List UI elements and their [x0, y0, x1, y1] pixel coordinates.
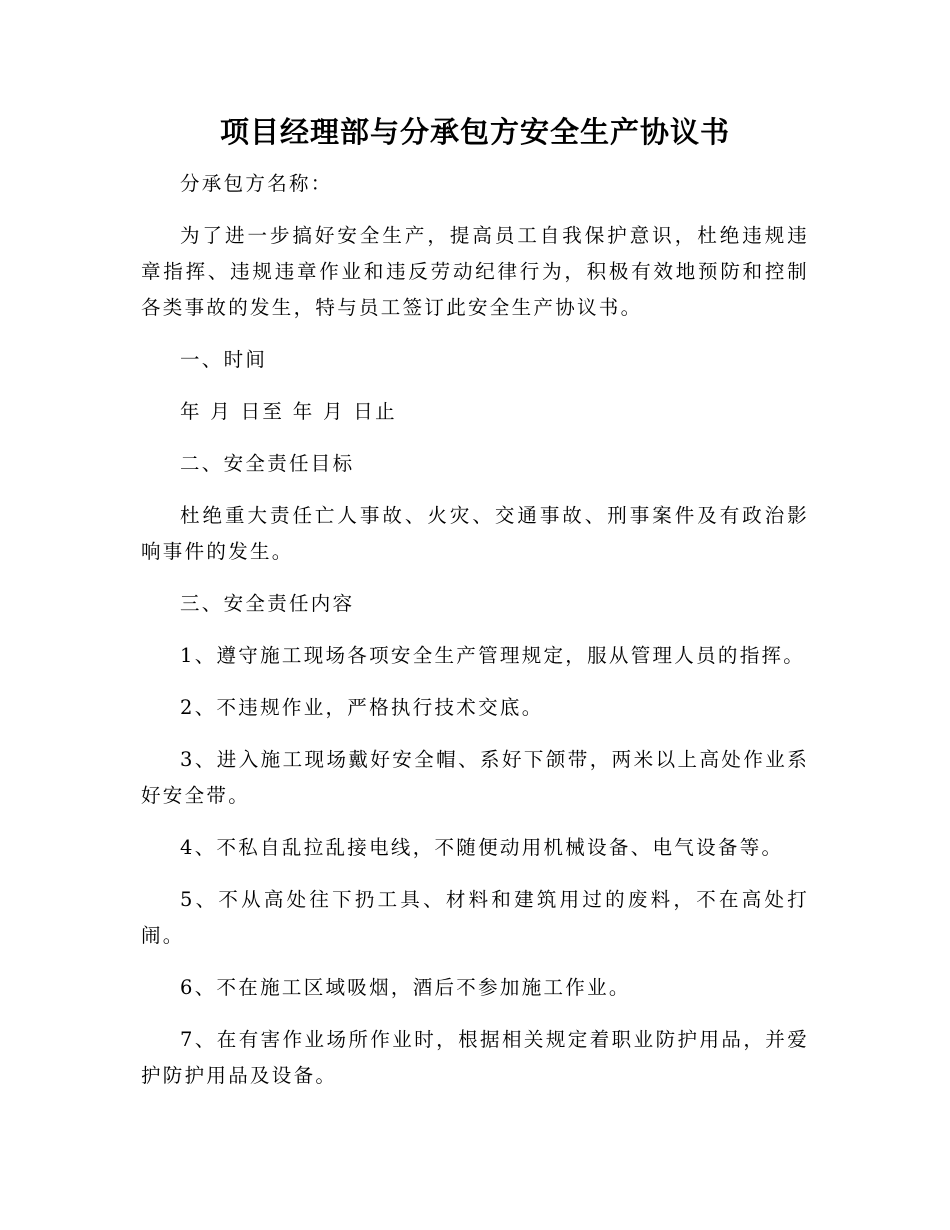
clause-item: 7、在有害作业场所作业时，根据相关规定着职业防护用品，并爱护防护用品及设备。 — [141, 1028, 809, 1087]
clause-item: 5、不从高处往下扔工具、材料和建筑用过的废料，不在高处打闹。 — [141, 888, 809, 947]
preamble-paragraph: 为了进一步搞好安全生产，提高员工自我保护意识，杜绝违规违章指挥、违规违章作业和违反劳动纪律行为，积极有效地预防和控制各类事故的发生，特与员工签订此安全生产协议书。 — [141, 224, 809, 319]
clause-item: 2、不违规作业，严格执行技术交底。 — [180, 696, 544, 719]
section-heading-goals: 二、安全责任目标 — [180, 452, 355, 475]
document-body — [141, 166, 809, 1110]
clause-item: 3、进入施工现场戴好安全帽、系好下颌带，两米以上高处作业系好安全带。 — [141, 748, 809, 807]
section-heading-content: 三、安全责任内容 — [180, 592, 355, 615]
contractor-name-line: 分承包方名称： — [180, 172, 333, 195]
clause-item: 4、不私自乱拉乱接电线，不随便动用机械设备、电气设备等。 — [180, 836, 784, 859]
section-heading-time: 一、时间 — [180, 348, 268, 371]
clause-item: 6、不在施工区域吸烟，酒后不参加施工作业。 — [180, 976, 631, 999]
goals-paragraph: 杜绝重大责任亡人事故、火灾、交通事故、刑事案件及有政治影响事件的发生。 — [141, 504, 809, 563]
clause-item: 1、遵守施工现场各项安全生产管理规定，服从管理人员的指挥。 — [180, 644, 806, 667]
date-range-line: 年 月 日至 年 月 日止 — [180, 400, 397, 423]
document-title: 项目经理部与分承包方安全生产协议书 — [219, 115, 730, 149]
